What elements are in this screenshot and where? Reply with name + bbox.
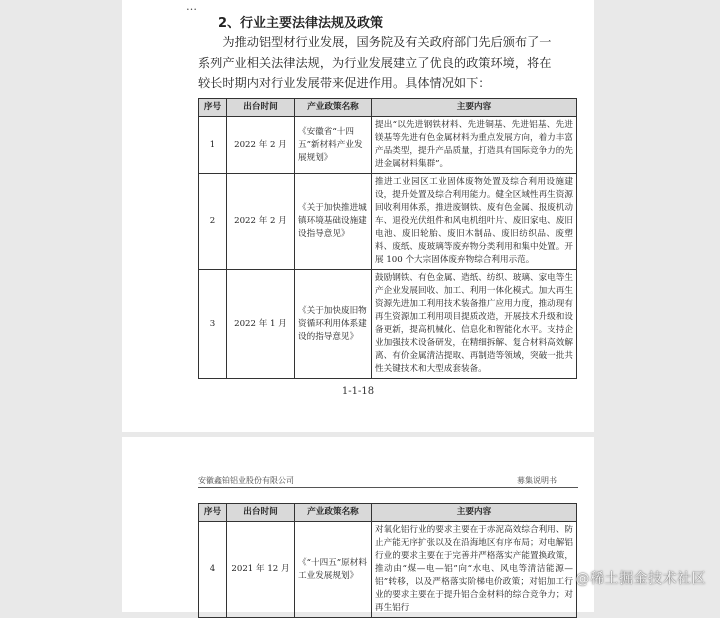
- site-watermark: @稀土掘金技术社区: [575, 571, 706, 587]
- header-date: 出台时间: [227, 99, 295, 117]
- page-number: 1-1-18: [341, 386, 375, 397]
- row-policy-name: 《“十四五”原材料工业发展规划》: [295, 522, 372, 618]
- row-content: 对氧化铝行业的要求主要在于赤泥高效综合利用、防止产能无序扩张以及在沿海地区有序布局；对电解铝行业的要求主要在于完善并严格落实产能置换政策，推动由“煤—电—铝”向“水电、风电等清洁能源—铝”转移，以及严格落实阶梯电价政策；对铝加工行业的要求主要在于提升铝合金材料的综合竞争力；对再生铝行: [372, 522, 577, 618]
- table-header-row: [199, 504, 577, 522]
- row-policy-name: 《安徽省“十四五”新材料产业发展规划》: [295, 117, 372, 174]
- table-row: [199, 270, 577, 379]
- row-no: 4: [199, 522, 227, 618]
- company-header: 安徽鑫铂铝业股份有限公司: [198, 476, 294, 485]
- header-no: 序号: [199, 99, 227, 117]
- header-date: 出台时间: [227, 504, 295, 522]
- row-no: 1: [199, 117, 227, 174]
- row-date: 2021 年 12 月: [227, 522, 295, 618]
- row-date: 2022 年 2 月: [227, 117, 295, 174]
- section-heading: 2、行业主要法律法规及政策: [218, 16, 384, 31]
- row-policy-name: 《关于加快废旧物资循环利用体系建设的指导意见》: [295, 270, 372, 379]
- policy-table: [198, 98, 577, 379]
- header-content: 主要内容: [372, 99, 577, 117]
- previous-text-fragment: …: [186, 0, 197, 13]
- row-policy-name: 《关于加快推进城镇环境基础设施建设指导意见》: [295, 174, 372, 270]
- document-page-1: [122, 0, 594, 432]
- table-header-row: [199, 99, 577, 117]
- document-page-2: [122, 437, 594, 612]
- row-date: 2022 年 1 月: [227, 270, 295, 379]
- table-row: [199, 117, 577, 174]
- row-content: 推进工业园区工业固体废物处置及综合利用设施建设，提升处置及综合利用能力。健全区域性再生资源回收利用体系，推进废钢铁、废有色金属、报废机动车、退役光伏组件和风电机组叶片、废旧家电、废旧电池、废旧轮胎、废旧木制品、废旧纺织品、废塑料、废纸、废玻璃等废弃物分类利用和集中处置。开展 100 个大宗固体废弃物综合利用示范。: [372, 174, 577, 270]
- table-row: [199, 174, 577, 270]
- row-no: 2: [199, 174, 227, 270]
- intro-paragraph: 为推动铝型材行业发展，国务院及有关政府部门先后颁布了一系列产业相关法律法规，为行业发展建立了优良的政策环境，将在较长时期内对行业发展带来促进作用。具体情况如下：: [198, 35, 552, 90]
- header-no: 序号: [199, 504, 227, 522]
- header-policy-name: 产业政策名称: [295, 504, 372, 522]
- header-content: 主要内容: [372, 504, 577, 522]
- table-row: [199, 522, 577, 618]
- row-date: 2022 年 2 月: [227, 174, 295, 270]
- header-policy-name: 产业政策名称: [295, 99, 372, 117]
- row-content: 提出“以先进钢铁材料、先进铜基、先进铝基、先进镁基等先进有色金属材料为重点发展方向，着力丰富产品类型，提升产品质量，打造具有国际竞争力的先进金属材料集群”。: [372, 117, 577, 174]
- row-no: 3: [199, 270, 227, 379]
- header-divider: [198, 487, 578, 488]
- row-content: 鼓励钢铁、有色金属、造纸、纺织、玻璃、家电等生产企业发展回收、加工、利用一体化模式。加大再生资源先进加工利用技术装备推广应用力度，推动现有再生资源加工利用项目提质改造，开展技术升级和设备更新，提高机械化、信息化和智能化水平。支持企业加强技术设备研发，在精细拆解、复合材料高效解离、有价金属清洁提取、再制造等领域，突破一批共性关键技术和大型成套装备。: [372, 270, 577, 379]
- policy-table-continued: [198, 503, 577, 618]
- document-type-header: 募集说明书: [517, 476, 557, 485]
